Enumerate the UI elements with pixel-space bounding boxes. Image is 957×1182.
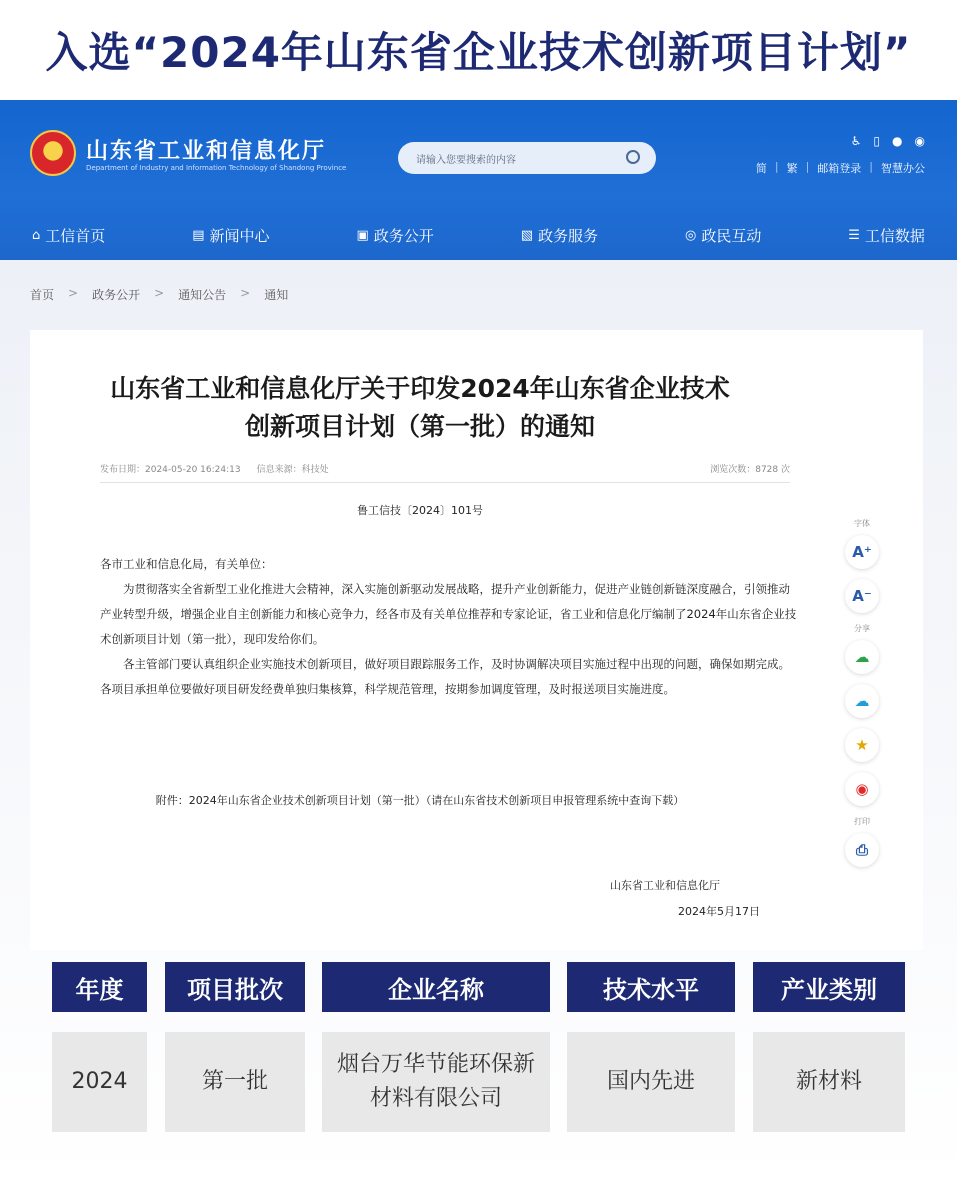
separator: |: [805, 160, 810, 173]
nav-label: 工信数据: [864, 226, 925, 245]
breadcrumb-home[interactable]: 首页: [30, 288, 55, 302]
article-card: [30, 330, 923, 950]
search-icon[interactable]: [626, 150, 640, 164]
project-table: [0, 962, 957, 1142]
breadcrumb-public-affairs[interactable]: 政务公开: [92, 288, 141, 302]
breadcrumb-separator: >: [154, 286, 165, 300]
simplified-link[interactable]: 简: [755, 162, 767, 175]
header-company: 企业名称: [322, 962, 550, 1012]
article-title: [30, 370, 810, 446]
chat-icon[interactable]: ●: [892, 134, 903, 148]
print-icon[interactable]: ⎙: [845, 833, 879, 867]
site-header: [0, 100, 957, 260]
cell-industry: 新材料: [753, 1032, 905, 1132]
info-source: 信息来源：科技处: [256, 465, 329, 475]
cell-batch: 第一批: [165, 1032, 305, 1132]
document-number: 鲁工信技〔2024〕101号: [357, 504, 483, 517]
share-wechat-icon[interactable]: ☁: [845, 640, 879, 674]
divider: [100, 482, 790, 483]
search-input[interactable]: 请输入您要搜索的内容: [416, 155, 516, 166]
share-weibo-icon[interactable]: ◉: [845, 772, 879, 806]
site-name[interactable]: 山东省工业和信息化厅: [86, 139, 327, 164]
nav-label: 政务服务: [538, 226, 599, 245]
breadcrumb-separator: >: [68, 286, 79, 300]
article-body: [100, 552, 800, 702]
nav-label: 政民互动: [701, 226, 762, 245]
paragraph-2: 各主管部门要认真组织企业实施技术创新项目，做好项目跟踪服务工作，及时协调解决项目实施过程中出现的问题，确保如期完成。各项目承担单位要做好项目研发经费单独归集核算，科学规范管理，按期参加调度管理，及时报送项目实施进度。: [100, 657, 790, 696]
attachment-link[interactable]: 附件：2024年山东省企业技术创新项目计划（第一批）（请在山东省技术创新项目申报管理系统中查询下载）: [155, 794, 685, 807]
nav-services[interactable]: [521, 225, 598, 246]
breadcrumb-notices[interactable]: 通知公告: [178, 288, 227, 302]
paragraph-1: 为贯彻落实全省新型工业化推进大会精神，深入实施创新驱动发展战略，提升产业创新能力，促进产业链创新链深度融合，引领推动产业转型升级，增强企业自主创新能力和核心竞争力，经各市及有关单位推荐和专家论证，省工业和信息化厅编制了2024年山东省企业技术创新项目计划（第一批），现印发给你们。: [100, 582, 797, 646]
mail-login-link[interactable]: 邮箱登录: [817, 162, 862, 175]
header-industry: 产业类别: [753, 962, 905, 1012]
title-line-1: 山东省工业和信息化厅关于印发2024年山东省企业技术: [110, 374, 730, 403]
title-line-2: 创新项目计划（第一批）的通知: [244, 412, 595, 441]
salutation: 各市工业和信息化局，有关单位：: [100, 557, 273, 571]
font-increase-button[interactable]: A⁺: [845, 535, 879, 569]
share-label: 分享: [854, 624, 870, 633]
publish-date: 发布日期：2024-05-20 16:24:13: [100, 465, 241, 475]
cell-year: 2024: [52, 1032, 147, 1132]
cell-tech-level: 国内先进: [567, 1032, 735, 1132]
monitor-icon: ▣: [356, 227, 369, 243]
share-qq-icon[interactable]: ★: [845, 728, 879, 762]
article-meta: [100, 462, 790, 475]
nav-news[interactable]: [192, 225, 269, 246]
font-label: 字体: [854, 519, 870, 528]
nav-home[interactable]: [32, 225, 105, 246]
signature-date: 2024年5月17日: [678, 905, 760, 918]
accessibility-icon[interactable]: ♿: [850, 134, 862, 148]
header-batch: 项目批次: [165, 962, 305, 1012]
breadcrumb-current: 通知: [264, 288, 289, 302]
nav-data[interactable]: [848, 225, 925, 246]
emblem-logo[interactable]: [30, 130, 76, 176]
weibo-icon[interactable]: ◉: [914, 134, 925, 148]
smart-office-link[interactable]: 智慧办公: [881, 162, 925, 175]
database-icon: ☰: [848, 227, 860, 243]
headline: [0, 0, 957, 100]
nav-label: 新闻中心: [209, 226, 270, 245]
separator: |: [869, 160, 873, 173]
side-toolbar: [842, 518, 882, 877]
separator: |: [774, 160, 779, 173]
nav-label: 工信首页: [45, 226, 106, 245]
headline-text: 入选“2024年山东省企业技术创新项目计划”: [45, 28, 912, 77]
accessibility-tools: [851, 134, 925, 148]
header-year: 年度: [52, 962, 147, 1012]
header-links: [756, 160, 925, 176]
font-decrease-button[interactable]: A⁻: [845, 579, 879, 613]
breadcrumb-separator: >: [240, 286, 251, 300]
news-icon: ▤: [192, 227, 205, 243]
print-label: 打印: [854, 817, 870, 826]
header-tech-level: 技术水平: [567, 962, 735, 1012]
cell-company: 烟台万华节能环保新材料有限公司: [322, 1032, 550, 1132]
breadcrumb: [30, 286, 288, 303]
traditional-link[interactable]: 繁: [786, 162, 798, 175]
share-qzone-icon[interactable]: ☁: [845, 684, 879, 718]
service-icon: ▧: [520, 227, 534, 243]
nav-public-affairs[interactable]: [356, 225, 433, 246]
site-name-en: Department of Industry and Information Technology of Shandong Province: [86, 164, 347, 172]
nav-label: 政务公开: [373, 226, 434, 245]
signer: 山东省工业和信息化厅: [610, 879, 720, 892]
screenshot-frame: [0, 100, 957, 1182]
view-count: 浏览次数：8728 次: [710, 465, 790, 475]
mobile-icon[interactable]: ▯: [873, 134, 881, 148]
main-nav: [0, 212, 957, 258]
interaction-icon: ◎: [684, 227, 697, 243]
nav-interaction[interactable]: [685, 225, 761, 246]
home-icon: ⌂: [32, 227, 41, 243]
search-box[interactable]: [398, 142, 656, 174]
